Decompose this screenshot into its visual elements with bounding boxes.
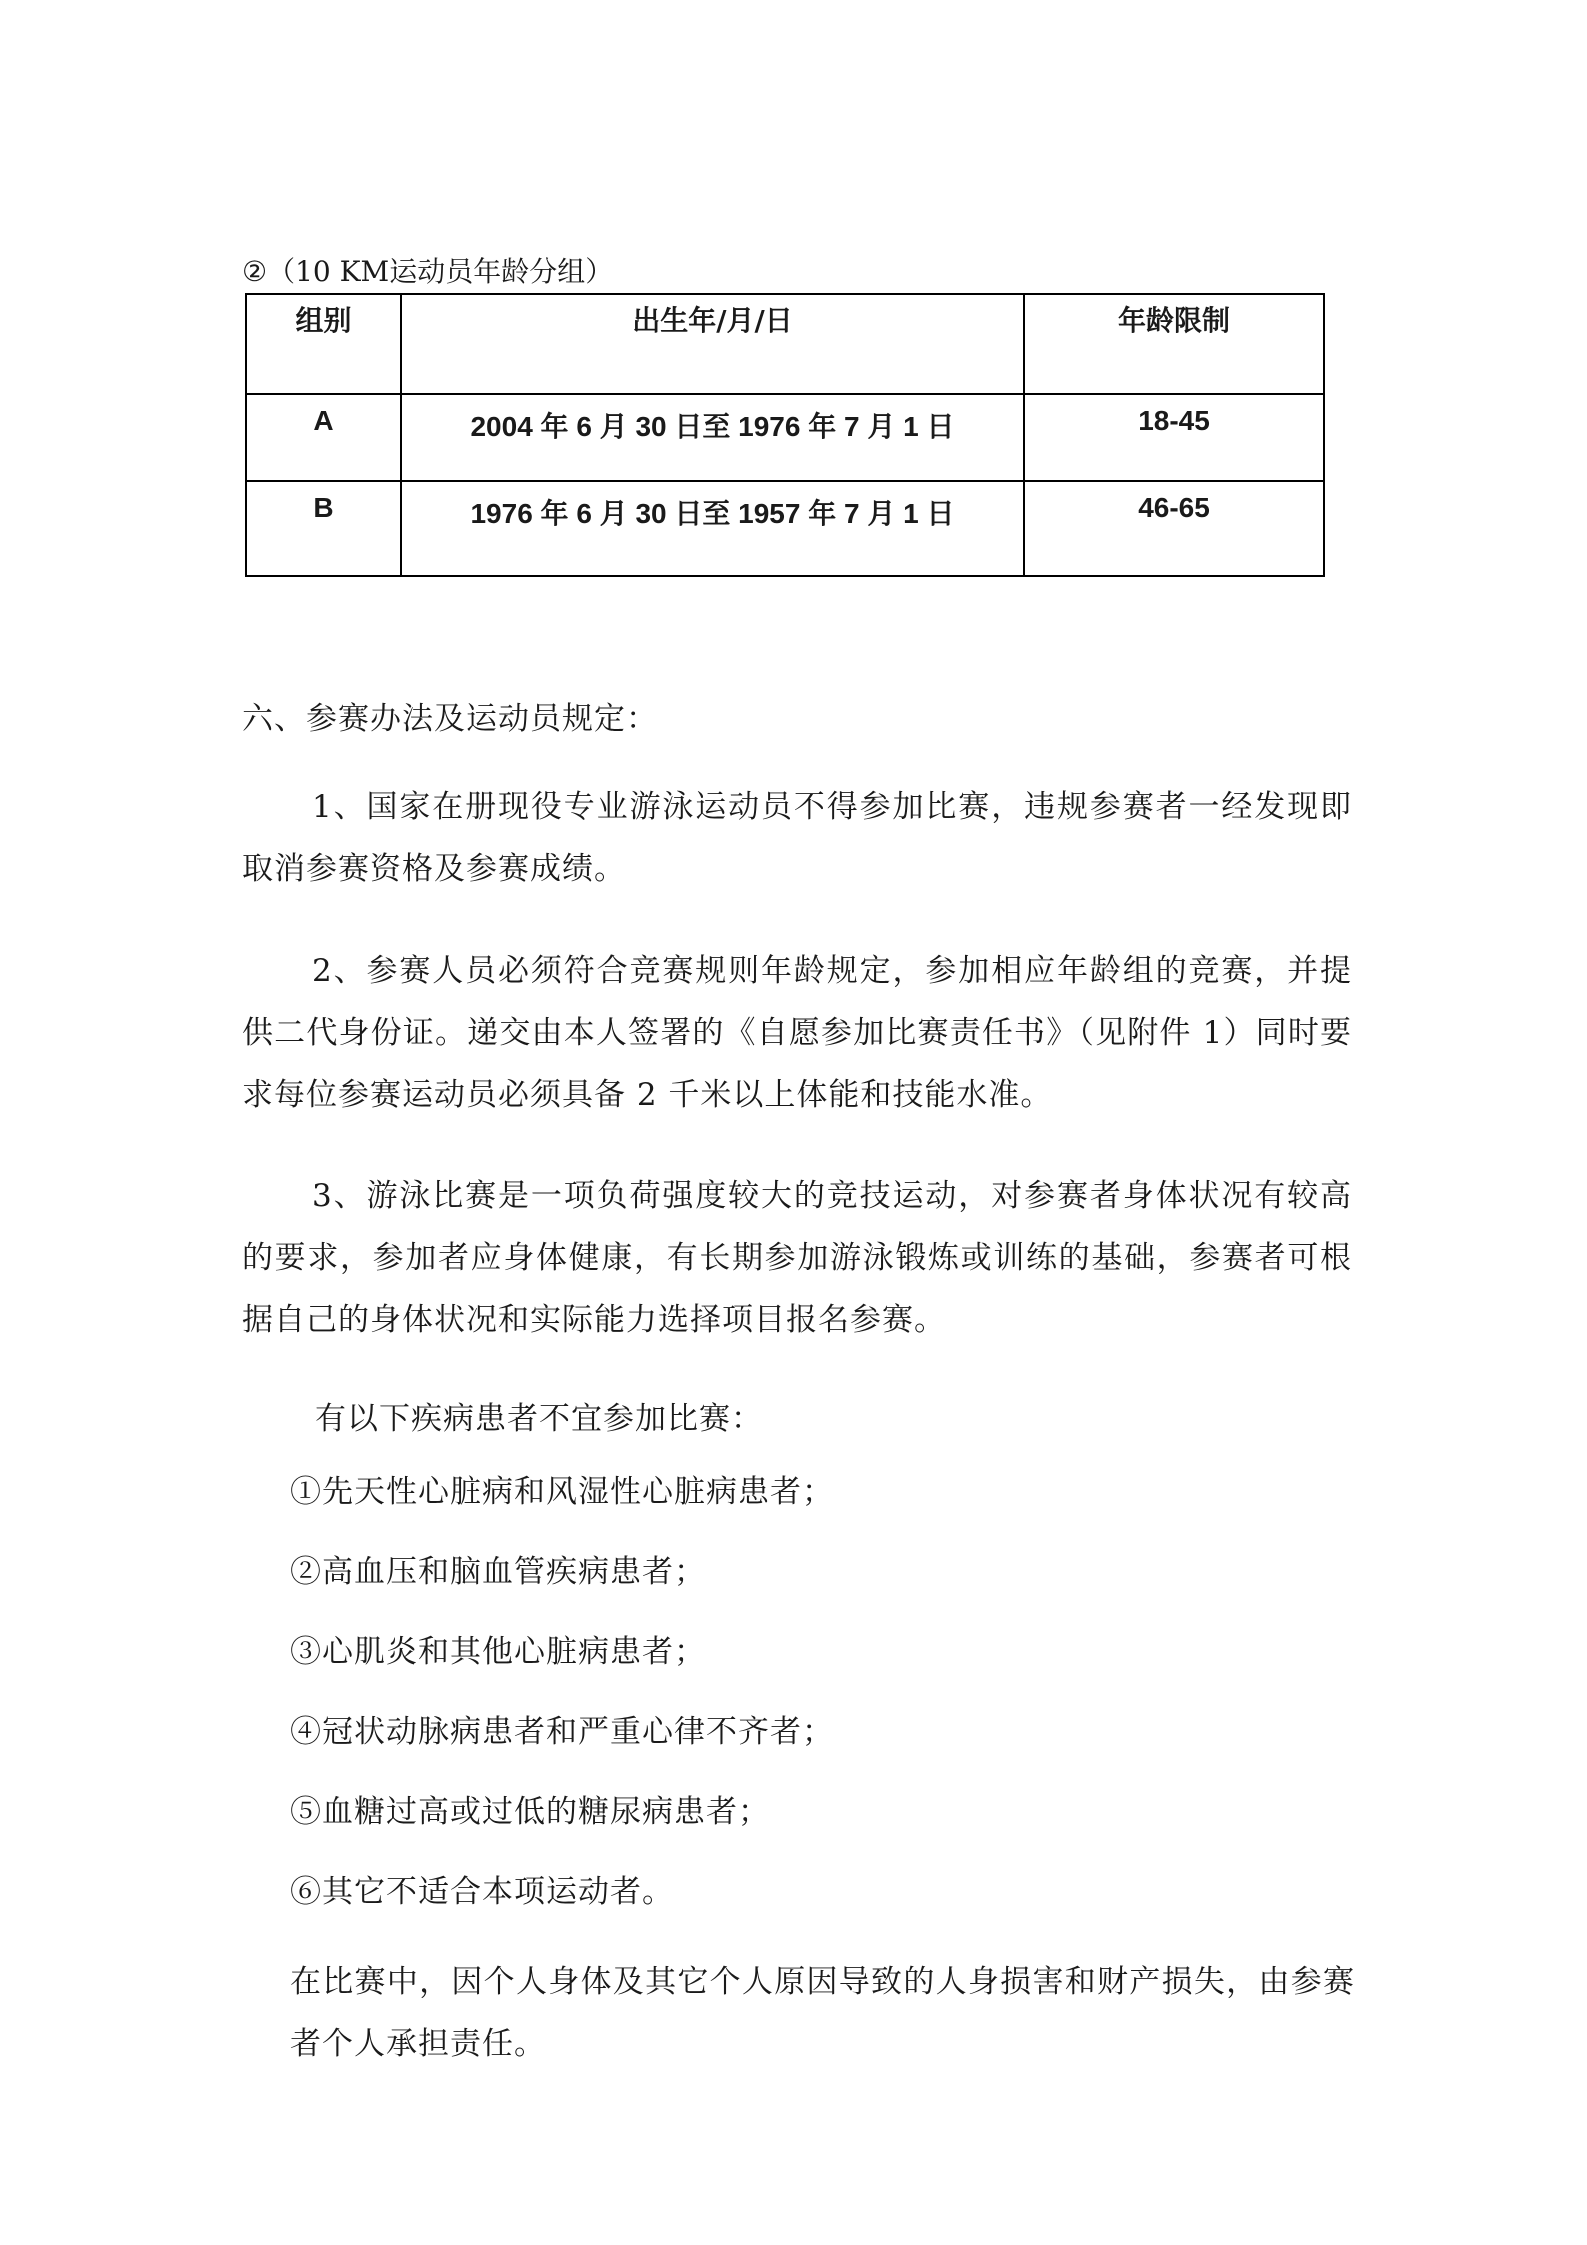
liability-statement: 在比赛中，因个人身体及其它个人原因导致的人身损害和财产损失，由参赛者个人承担责任。 — [290, 1964, 1355, 2062]
header-birth-date: 出生年/月/日 — [401, 294, 1024, 394]
header-age-limit: 年龄限制 — [1024, 294, 1324, 394]
cell-birth-range: 2004 年 6 月 30 日至 1976 年 7 月 1 日 — [401, 394, 1024, 481]
rule-paragraph-1: 1、国家在册现役专业游泳运动员不得参加比赛，违规参赛者一经发现即取消参赛资格及参赛成绩。 — [242, 789, 1352, 887]
list-item: ④冠状动脉病患者和严重心律不齐者； — [290, 1714, 834, 1750]
table-row — [246, 481, 1324, 576]
age-group-table — [245, 293, 1325, 577]
table-row — [246, 394, 1324, 481]
list-item: ⑤血糖过高或过低的糖尿病患者； — [290, 1794, 770, 1830]
cell-age-limit: 46-65 — [1024, 481, 1324, 576]
rule-paragraph-2: 2、参赛人员必须符合竞赛规则年龄规定，参加相应年龄组的竞赛，并提供二代身份证。递交由本人签署的《自愿参加比赛责任书》（见附件 1）同时要求每位参赛运动员必须具备 2 千米以上体能和技能水准。 — [242, 953, 1352, 1113]
table-header-row — [246, 294, 1324, 394]
cell-group: A — [246, 394, 401, 481]
table-caption: ②（10 KM运动员年龄分组） — [242, 255, 614, 288]
section-heading: 六、参赛办法及运动员规定： — [242, 701, 658, 737]
list-item: ①先天性心脏病和风湿性心脏病患者； — [290, 1474, 834, 1510]
cell-age-limit: 18-45 — [1024, 394, 1324, 481]
disease-list-intro: 有以下疾病患者不宜参加比赛： — [315, 1401, 763, 1437]
cell-group: B — [246, 481, 401, 576]
list-item: ③心肌炎和其他心脏病患者； — [290, 1634, 706, 1670]
rule-paragraph-3: 3、游泳比赛是一项负荷强度较大的竞技运动，对参赛者身体状况有较高的要求，参加者应身体健康，有长期参加游泳锻炼或训练的基础，参赛者可根据自己的身体状况和实际能力选择项目报名参赛。 — [242, 1178, 1352, 1338]
cell-birth-range: 1976 年 6 月 30 日至 1957 年 7 月 1 日 — [401, 481, 1024, 576]
disease-list — [290, 1461, 834, 1941]
list-item: ②高血压和脑血管疾病患者； — [290, 1554, 706, 1590]
list-item: ⑥其它不适合本项运动者。 — [290, 1874, 674, 1910]
header-group: 组别 — [246, 294, 401, 394]
